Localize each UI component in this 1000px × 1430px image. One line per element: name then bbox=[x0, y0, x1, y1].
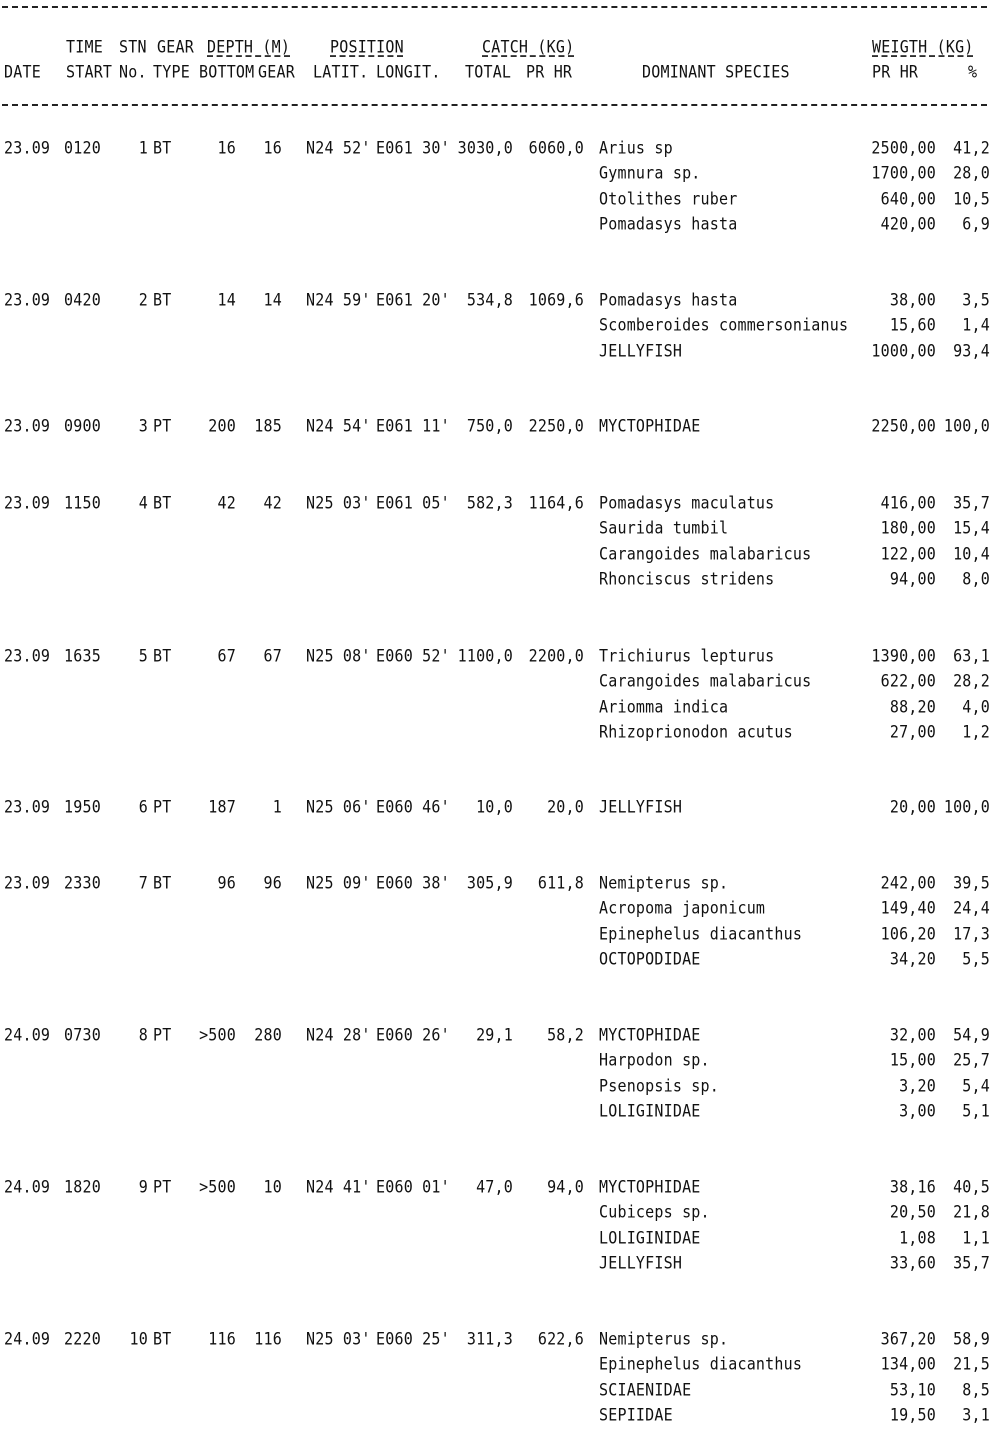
station-latitude: N25 03' bbox=[306, 493, 371, 514]
station-gear-type: BT bbox=[153, 138, 172, 159]
station-longitude: E061 20' bbox=[376, 290, 450, 311]
station-longitude: E060 26' bbox=[376, 1025, 450, 1046]
species-percent: 8,0 bbox=[962, 569, 990, 590]
species-name: JELLYFISH bbox=[599, 1253, 683, 1274]
header-depth-group: DEPTH (M) bbox=[207, 37, 291, 58]
species-percent: 5,1 bbox=[962, 1101, 990, 1122]
species-percent: 3,5 bbox=[962, 290, 990, 311]
station-latitude: N25 03' bbox=[306, 1329, 371, 1350]
station-longitude: E060 38' bbox=[376, 873, 450, 894]
header-time: TIME bbox=[66, 37, 103, 58]
station-gear-type: BT bbox=[153, 290, 172, 311]
station-depth-bottom: 116 bbox=[208, 1329, 236, 1350]
station-number: 6 bbox=[138, 797, 148, 818]
species-weight-pr-hr: 38,16 bbox=[889, 1177, 936, 1198]
station-gear-type: BT bbox=[153, 1329, 172, 1350]
station-depth-gear: 14 bbox=[263, 290, 282, 311]
station-latitude: N25 06' bbox=[306, 797, 371, 818]
species-name: Scomberoides commersonianus bbox=[599, 315, 849, 336]
station-number: 3 bbox=[138, 416, 148, 437]
species-percent: 8,5 bbox=[962, 1380, 990, 1401]
station-gear-type: BT bbox=[153, 493, 172, 514]
species-percent: 10,5 bbox=[953, 189, 990, 210]
species-weight-pr-hr: 1000,00 bbox=[871, 341, 936, 362]
station-depth-gear: 42 bbox=[263, 493, 282, 514]
species-weight-pr-hr: 242,00 bbox=[880, 873, 936, 894]
species-weight-pr-hr: 106,20 bbox=[880, 924, 936, 945]
species-percent: 100,0 bbox=[943, 797, 990, 818]
species-name: Pomadasys maculatus bbox=[599, 493, 775, 514]
species-weight-pr-hr: 27,00 bbox=[889, 722, 936, 743]
header-stn: STN bbox=[119, 37, 147, 58]
species-weight-pr-hr: 34,20 bbox=[889, 949, 936, 970]
header-weight-pr-hr: PR HR bbox=[872, 62, 919, 83]
header-position-group: POSITION bbox=[330, 37, 404, 58]
station-catch-pr-hr: 1069,6 bbox=[528, 290, 584, 311]
species-weight-pr-hr: 53,10 bbox=[889, 1380, 936, 1401]
header-bottom: BOTTOM bbox=[199, 62, 255, 83]
station-depth-bottom: 42 bbox=[217, 493, 236, 514]
station-gear-type: PT bbox=[153, 797, 172, 818]
station-catch-total: 305,9 bbox=[466, 873, 513, 894]
species-weight-pr-hr: 19,50 bbox=[889, 1405, 936, 1426]
station-number: 8 bbox=[138, 1025, 148, 1046]
header-pr-hr: PR HR bbox=[526, 62, 573, 83]
station-depth-bottom: 16 bbox=[217, 138, 236, 159]
species-percent: 10,4 bbox=[953, 544, 990, 565]
station-number: 10 bbox=[129, 1329, 148, 1350]
station-latitude: N24 52' bbox=[306, 138, 371, 159]
species-weight-pr-hr: 94,00 bbox=[889, 569, 936, 590]
station-latitude: N24 28' bbox=[306, 1025, 371, 1046]
species-percent: 6,9 bbox=[962, 214, 990, 235]
species-percent: 54,9 bbox=[953, 1025, 990, 1046]
station-depth-bottom: 67 bbox=[217, 646, 236, 667]
species-percent: 28,0 bbox=[953, 163, 990, 184]
species-name: Gymnura sp. bbox=[599, 163, 701, 184]
header-gear: GEAR bbox=[157, 37, 194, 58]
species-name: OCTOPODIDAE bbox=[599, 949, 701, 970]
species-weight-pr-hr: 134,00 bbox=[880, 1354, 936, 1375]
header-date: DATE bbox=[4, 62, 41, 83]
station-depth-gear: 10 bbox=[263, 1177, 282, 1198]
station-catch-total: 3030,0 bbox=[457, 138, 513, 159]
station-number: 4 bbox=[138, 493, 148, 514]
species-percent: 35,7 bbox=[953, 493, 990, 514]
header-dashed-rule bbox=[2, 104, 987, 106]
station-catch-pr-hr: 1164,6 bbox=[528, 493, 584, 514]
station-time-start: 1150 bbox=[64, 493, 101, 514]
station-latitude: N25 09' bbox=[306, 873, 371, 894]
station-catch-total: 534,8 bbox=[466, 290, 513, 311]
station-date: 23.09 bbox=[4, 290, 51, 311]
header-percent: % bbox=[968, 62, 978, 83]
station-latitude: N24 54' bbox=[306, 416, 371, 437]
station-longitude: E060 52' bbox=[376, 646, 450, 667]
station-depth-gear: 1 bbox=[272, 797, 282, 818]
station-catch-pr-hr: 6060,0 bbox=[528, 138, 584, 159]
species-name: Carangoides malabaricus bbox=[599, 544, 812, 565]
species-weight-pr-hr: 180,00 bbox=[880, 518, 936, 539]
species-name: Cubiceps sp. bbox=[599, 1202, 710, 1223]
species-weight-pr-hr: 416,00 bbox=[880, 493, 936, 514]
species-percent: 21,8 bbox=[953, 1202, 990, 1223]
species-weight-pr-hr: 15,00 bbox=[889, 1050, 936, 1071]
species-name: SCIAENIDAE bbox=[599, 1380, 692, 1401]
station-longitude: E061 11' bbox=[376, 416, 450, 437]
species-weight-pr-hr: 622,00 bbox=[880, 671, 936, 692]
station-catch-total: 750,0 bbox=[466, 416, 513, 437]
species-name: Otolithes ruber bbox=[599, 189, 738, 210]
species-percent: 100,0 bbox=[943, 416, 990, 437]
station-time-start: 0120 bbox=[64, 138, 101, 159]
species-percent: 17,3 bbox=[953, 924, 990, 945]
species-percent: 24,4 bbox=[953, 898, 990, 919]
station-depth-bottom: 200 bbox=[208, 416, 236, 437]
species-percent: 41,2 bbox=[953, 138, 990, 159]
station-catch-pr-hr: 2250,0 bbox=[528, 416, 584, 437]
species-percent: 63,1 bbox=[953, 646, 990, 667]
species-percent: 4,0 bbox=[962, 697, 990, 718]
species-name: Epinephelus diacanthus bbox=[599, 924, 803, 945]
species-name: Pomadasys hasta bbox=[599, 290, 738, 311]
station-catch-pr-hr: 58,2 bbox=[547, 1025, 584, 1046]
station-date: 23.09 bbox=[4, 646, 51, 667]
species-weight-pr-hr: 1700,00 bbox=[871, 163, 936, 184]
station-number: 2 bbox=[138, 290, 148, 311]
station-latitude: N25 08' bbox=[306, 646, 371, 667]
species-name: Rhizoprionodon acutus bbox=[599, 722, 793, 743]
species-name: JELLYFISH bbox=[599, 341, 683, 362]
station-date: 24.09 bbox=[4, 1025, 51, 1046]
station-depth-bottom: >500 bbox=[199, 1025, 236, 1046]
species-percent: 40,5 bbox=[953, 1177, 990, 1198]
station-date: 24.09 bbox=[4, 1329, 51, 1350]
station-gear-type: PT bbox=[153, 1025, 172, 1046]
station-longitude: E061 05' bbox=[376, 493, 450, 514]
species-name: Psenopsis sp. bbox=[599, 1076, 719, 1097]
species-percent: 39,5 bbox=[953, 873, 990, 894]
station-time-start: 0900 bbox=[64, 416, 101, 437]
station-date: 23.09 bbox=[4, 873, 51, 894]
station-time-start: 2330 bbox=[64, 873, 101, 894]
species-weight-pr-hr: 149,40 bbox=[880, 898, 936, 919]
station-number: 7 bbox=[138, 873, 148, 894]
station-gear-type: PT bbox=[153, 416, 172, 437]
header-latit: LATIT. bbox=[313, 62, 369, 83]
species-name: LOLIGINIDAE bbox=[599, 1228, 701, 1249]
species-name: Acropoma japonicum bbox=[599, 898, 766, 919]
station-depth-gear: 280 bbox=[254, 1025, 282, 1046]
station-catch-pr-hr: 2200,0 bbox=[528, 646, 584, 667]
station-date: 23.09 bbox=[4, 416, 51, 437]
station-latitude: N24 41' bbox=[306, 1177, 371, 1198]
species-percent: 1,4 bbox=[962, 315, 990, 336]
station-time-start: 1820 bbox=[64, 1177, 101, 1198]
species-weight-pr-hr: 3,20 bbox=[899, 1076, 936, 1097]
header-catch-group: CATCH (KG) bbox=[482, 37, 575, 58]
station-depth-gear: 16 bbox=[263, 138, 282, 159]
header-longit: LONGIT. bbox=[376, 62, 441, 83]
station-depth-bottom: >500 bbox=[199, 1177, 236, 1198]
species-name: Epinephelus diacanthus bbox=[599, 1354, 803, 1375]
species-name: Carangoides malabaricus bbox=[599, 671, 812, 692]
header-gear-depth: GEAR bbox=[258, 62, 295, 83]
species-weight-pr-hr: 3,00 bbox=[899, 1101, 936, 1122]
species-name: MYCTOPHIDAE bbox=[599, 1025, 701, 1046]
station-gear-type: PT bbox=[153, 1177, 172, 1198]
station-depth-gear: 96 bbox=[263, 873, 282, 894]
species-name: LOLIGINIDAE bbox=[599, 1101, 701, 1122]
species-weight-pr-hr: 640,00 bbox=[880, 189, 936, 210]
station-longitude: E060 46' bbox=[376, 797, 450, 818]
species-percent: 93,4 bbox=[953, 341, 990, 362]
station-date: 23.09 bbox=[4, 797, 51, 818]
species-percent: 15,4 bbox=[953, 518, 990, 539]
species-name: Ariomma indica bbox=[599, 697, 729, 718]
station-catch-total: 47,0 bbox=[476, 1177, 513, 1198]
station-catch-pr-hr: 622,6 bbox=[537, 1329, 584, 1350]
station-catch-total: 29,1 bbox=[476, 1025, 513, 1046]
header-weight-group: WEIGTH (KG) bbox=[872, 37, 974, 58]
species-percent: 58,9 bbox=[953, 1329, 990, 1350]
station-gear-type: BT bbox=[153, 873, 172, 894]
species-name: Arius sp bbox=[599, 138, 673, 159]
station-number: 9 bbox=[138, 1177, 148, 1198]
species-percent: 3,1 bbox=[962, 1405, 990, 1426]
station-catch-total: 311,3 bbox=[466, 1329, 513, 1350]
species-percent: 35,7 bbox=[953, 1253, 990, 1274]
species-name: Saurida tumbil bbox=[599, 518, 729, 539]
species-name: Rhonciscus stridens bbox=[599, 569, 775, 590]
species-name: Nemipterus sp. bbox=[599, 1329, 729, 1350]
station-date: 23.09 bbox=[4, 138, 51, 159]
station-longitude: E061 30' bbox=[376, 138, 450, 159]
species-name: Trichiurus lepturus bbox=[599, 646, 775, 667]
station-time-start: 0420 bbox=[64, 290, 101, 311]
station-date: 24.09 bbox=[4, 1177, 51, 1198]
species-name: Nemipterus sp. bbox=[599, 873, 729, 894]
species-weight-pr-hr: 20,00 bbox=[889, 797, 936, 818]
station-catch-total: 1100,0 bbox=[457, 646, 513, 667]
species-name: SEPIIDAE bbox=[599, 1405, 673, 1426]
station-time-start: 1635 bbox=[64, 646, 101, 667]
station-catch-pr-hr: 94,0 bbox=[547, 1177, 584, 1198]
species-percent: 1,1 bbox=[962, 1228, 990, 1249]
species-percent: 1,2 bbox=[962, 722, 990, 743]
station-number: 1 bbox=[138, 138, 148, 159]
species-name: Pomadasys hasta bbox=[599, 214, 738, 235]
species-weight-pr-hr: 2500,00 bbox=[871, 138, 936, 159]
species-weight-pr-hr: 122,00 bbox=[880, 544, 936, 565]
station-catch-pr-hr: 611,8 bbox=[537, 873, 584, 894]
species-percent: 21,5 bbox=[953, 1354, 990, 1375]
header-start: START bbox=[66, 62, 113, 83]
station-gear-type: BT bbox=[153, 646, 172, 667]
station-time-start: 1950 bbox=[64, 797, 101, 818]
station-number: 5 bbox=[138, 646, 148, 667]
species-weight-pr-hr: 33,60 bbox=[889, 1253, 936, 1274]
species-percent: 25,7 bbox=[953, 1050, 990, 1071]
station-time-start: 2220 bbox=[64, 1329, 101, 1350]
station-longitude: E060 01' bbox=[376, 1177, 450, 1198]
species-weight-pr-hr: 1390,00 bbox=[871, 646, 936, 667]
species-weight-pr-hr: 1,08 bbox=[899, 1228, 936, 1249]
station-latitude: N24 59' bbox=[306, 290, 371, 311]
top-dashed-rule bbox=[2, 6, 987, 8]
station-catch-total: 10,0 bbox=[476, 797, 513, 818]
species-percent: 28,2 bbox=[953, 671, 990, 692]
header-type: TYPE bbox=[153, 62, 190, 83]
species-weight-pr-hr: 20,50 bbox=[889, 1202, 936, 1223]
species-weight-pr-hr: 38,00 bbox=[889, 290, 936, 311]
header-total: TOTAL bbox=[465, 62, 512, 83]
station-longitude: E060 25' bbox=[376, 1329, 450, 1350]
header-no: No. bbox=[119, 62, 147, 83]
species-name: JELLYFISH bbox=[599, 797, 683, 818]
species-name: MYCTOPHIDAE bbox=[599, 1177, 701, 1198]
species-weight-pr-hr: 15,60 bbox=[889, 315, 936, 336]
station-time-start: 0730 bbox=[64, 1025, 101, 1046]
species-weight-pr-hr: 32,00 bbox=[889, 1025, 936, 1046]
station-depth-bottom: 187 bbox=[208, 797, 236, 818]
species-percent: 5,4 bbox=[962, 1076, 990, 1097]
species-name: MYCTOPHIDAE bbox=[599, 416, 701, 437]
station-catch-pr-hr: 20,0 bbox=[547, 797, 584, 818]
species-weight-pr-hr: 420,00 bbox=[880, 214, 936, 235]
species-weight-pr-hr: 2250,00 bbox=[871, 416, 936, 437]
species-name: Harpodon sp. bbox=[599, 1050, 710, 1071]
station-depth-bottom: 14 bbox=[217, 290, 236, 311]
species-weight-pr-hr: 88,20 bbox=[889, 697, 936, 718]
station-depth-gear: 116 bbox=[254, 1329, 282, 1350]
station-depth-gear: 67 bbox=[263, 646, 282, 667]
species-percent: 5,5 bbox=[962, 949, 990, 970]
station-depth-gear: 185 bbox=[254, 416, 282, 437]
station-date: 23.09 bbox=[4, 493, 51, 514]
station-catch-total: 582,3 bbox=[466, 493, 513, 514]
species-weight-pr-hr: 367,20 bbox=[880, 1329, 936, 1350]
header-dominant-species: DOMINANT SPECIES bbox=[642, 62, 790, 83]
station-depth-bottom: 96 bbox=[217, 873, 236, 894]
